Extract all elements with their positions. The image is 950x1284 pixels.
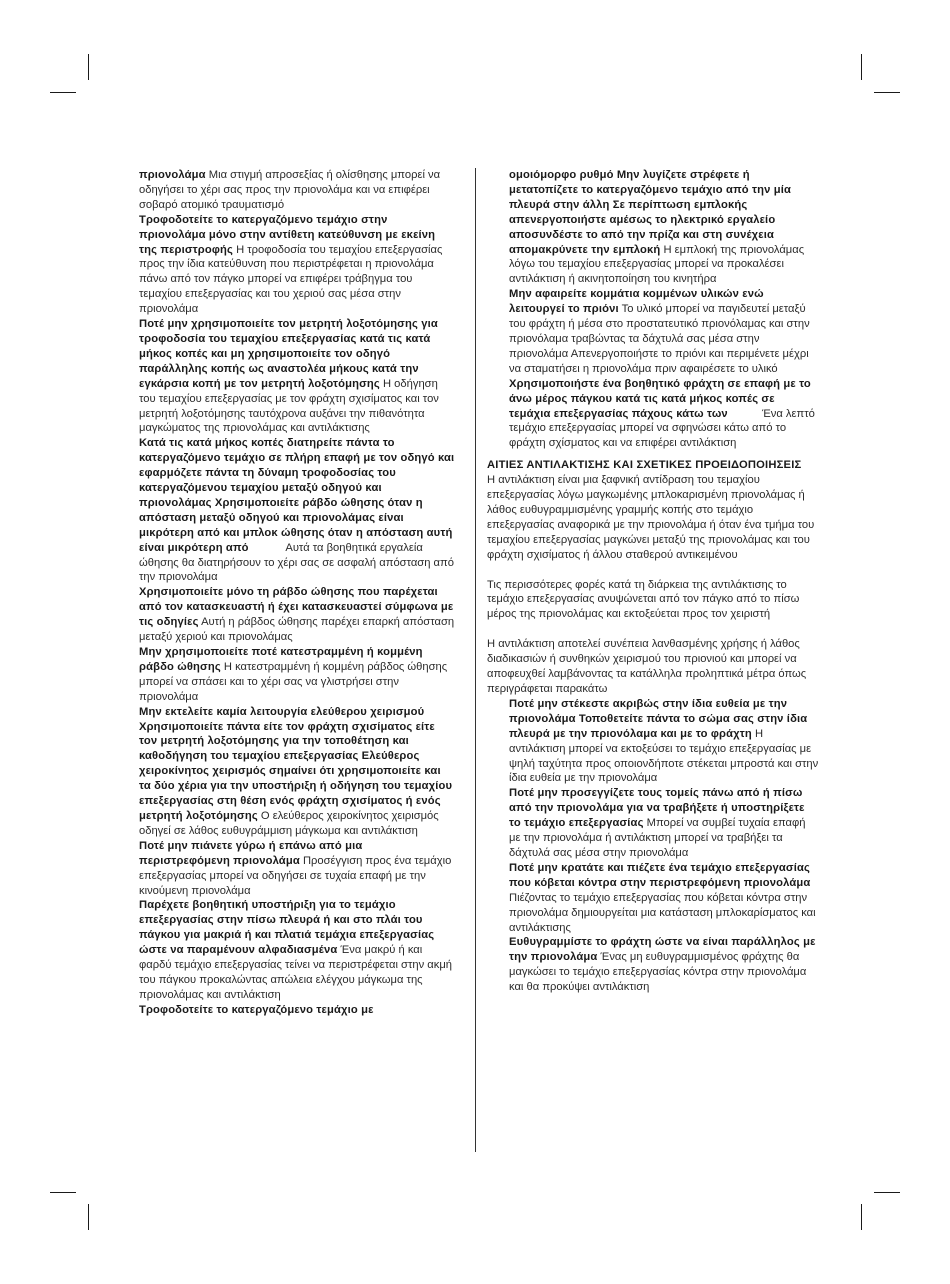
- safety-item-text: Η εμπλοκή της πριονολάμας λόγω του τεμαχίου επεξεργασίας μπορεί να προκαλέσει αντιλάκτιση ή ακινητοποίηση του κινητήρα: [509, 243, 805, 286]
- safety-item: [509, 861, 819, 936]
- safety-item: [509, 935, 819, 995]
- continued-items: [487, 168, 819, 451]
- safety-item: [509, 377, 819, 452]
- safety-item: [139, 436, 458, 585]
- safety-item-title: Ποτέ μην πιάνετε γύρω ή επάνω από μια περιστρεφόμενη πριονολάμα: [139, 839, 363, 867]
- safety-item-title: Τροφοδοτείτε το κατεργαζόμενο τεμάχιο στην πριονολάμα μόνο στην αντίθετη κατεύθυνση με εκείνη της περιστροφής: [139, 213, 436, 256]
- safety-item-title: Ποτέ μην στέκεστε ακριβώς στην ίδια ευθεία με την πριονολάμα Τοποθετείτε πάντα το σώμα σας στην ίδια πλευρά με την πριονόλαμα και με το φράχτη: [509, 697, 808, 740]
- column-divider: [475, 168, 476, 1152]
- safety-item-text: Ο ελεύθερος χειροκίνητος χειρισμός οδηγεί σε λάθος ευθυγράμμιση μάγκωμα και αντιλάκτιση: [139, 809, 439, 837]
- safety-item-text: Αυτά τα βοηθητικά εργαλεία ώθησης θα διατηρήσουν το χέρι σας σε ασφαλή απόσταση από την πριονολάμα: [139, 541, 458, 584]
- spacer: [487, 622, 819, 637]
- safety-item: [139, 317, 455, 436]
- safety-item: [509, 786, 819, 861]
- safety-item-text: Η οδήγηση του τεμαχίου επεξεργασίας με τον φράχτη σχισίματος και τον μετρητή λοξοτόμησης ταυτόχρονα αυξάνει την πιθανότητα μαγκώματος της πριονολάμας και αντιλάκτισης: [139, 377, 439, 435]
- safety-item: [509, 697, 819, 786]
- safety-item-text: Μπορεί να συμβεί τυχαία επαφή με την πριονολάμα ή αντιλάκτιση μπορεί να τραβήξει τα δάχτυλά σας μέσα στην πριονολάμα: [509, 817, 806, 859]
- safety-item-text: Μια στιγμή απροσεξίας ή ολίσθησης μπορεί να οδηγήσει το χέρι σας προς την πριονολάμα και να επιφέρει σοβαρό ατομικό τραυματισμό: [139, 169, 441, 211]
- crop-mark-bottom-right-horizontal: [874, 1192, 900, 1193]
- safety-item: [139, 585, 455, 645]
- safety-item-text: Ένα μακρύ ή και φαρδύ τεμάχιο επεξεργασίας τείνει να περιστρέφεται στην ακμή του πάγκου προκαλώντας απώλεια ελέγχου μάγκωμα της πριονολάμας και αντιλάκτιση: [139, 944, 453, 1001]
- section-heading: ΑΙΤΙΕΣ ΑΝΤΙΛΑΚΤΙΣΗΣ ΚΑΙ ΣΧΕΤΙΚΕΣ ΠΡΟΕΙΔΟΠΟΙΗΣΕΙΣ: [487, 459, 802, 472]
- crop-mark-top-right-vertical: [861, 54, 862, 80]
- safety-item: [139, 645, 455, 705]
- safety-item-text: Προσέγγιση προς ένα τεμάχιο επεξεργασίας μπορεί να οδηγήσει σε τυχαία επαφή με την κινούμενη πριονολάμα: [139, 854, 452, 897]
- safety-item: [509, 168, 819, 287]
- safety-item-title: Χρησιμοποιείτε μόνο τη ράβδο ώθησης που παρέχεται από τον κατασκευαστή ή έχει κατασκευαστεί σύμφωνα με τις οδηγίες: [139, 586, 454, 629]
- safety-item-text: Αυτή η ράβδος ώθησης παρέχει επαρκή απόσταση μεταξύ χεριού και πριονολάμας: [139, 616, 455, 644]
- safety-item-text: Πιέζοντας το τεμάχιο επεξεργασίας που κόβεται κόντρα στην πριονολάμα δημιουργείται μια κατάσταση μπλοκαρίσματος και αντιλάκτισης: [509, 891, 816, 934]
- safety-item-title: Ευθυγραμμίστε το φράχτη ώστε να είναι παράλληλος με την πριονολάμα: [509, 936, 816, 964]
- safety-item-text: Η αντιλάκτιση μπορεί να εκτοξεύσει το τεμάχιο επεξεργασίας με ψηλή ταχύτητα προς οποιονδήποτε στέκεται μπροστά και στην ίδια ευθεία με την πριονολάμα: [509, 727, 819, 785]
- spacer: [487, 563, 819, 578]
- crop-mark-bottom-left-horizontal: [50, 1192, 76, 1193]
- paragraph: Η αντιλάκτιση αποτελεί συνέπεια λανθασμένης χρήσης ή λάθος διαδικασιών ή συνθηκών χειρισμού του πριονιού και μπορεί να αποφευχθεί λαμβάνοντας τα κατάλληλα προληπτικά μέτρα όπως περιγράφεται παρακάτω: [487, 638, 807, 695]
- paragraph: Τις περισσότερες φορές κατά τη διάρκεια της αντιλάκτισης το τεμάχιο επεξεργασίας ανυψώνεται από τον πάγκο από το πίσω μέρος της πριονολάμας και εκτοξεύεται προς τον χειριστή: [487, 578, 800, 621]
- safety-item: [509, 287, 819, 376]
- safety-item-title: Παρέχετε βοηθητική υποστήριξη για το τεμάχιο επεξεργασίας στην πίσω πλευρά ή και στο πλάι του πάγκου για μακριά ή και πλατιά τεμάχια επεξεργασίας ώστε να παραμένουν αλφαδιασμένα: [139, 899, 435, 957]
- safety-item-text: Ένα λεπτό τεμάχιο επεξεργασίας μπορεί να σφηνώσει κάτω από το φράχτη σχίσματος και να επιφέρει αντιλάκτιση: [509, 407, 818, 450]
- safety-item: [139, 839, 455, 899]
- safety-item-title: ομοιόμορφο ρυθμό Μην λυγίζετε στρέφετε ή μετατοπίζετε το κατεργαζόμενο τεμάχιο από την μία πλευρά στην άλλη Σε περίπτωση εμπλοκής απενεργοποιήστε αμέσως το ηλεκτρικό εργαλείο αποσυνδέστε το από την πρίζα και στη συνέχεια απομακρύνετε την εμπλοκή: [509, 169, 792, 256]
- crop-mark-bottom-left-vertical: [88, 1204, 89, 1230]
- safety-item-title: Μην χρησιμοποιείτε ποτέ κατεστραμμένη ή κομμένη ράβδο ώθησης: [139, 646, 423, 673]
- safety-item-text: Η τροφοδοσία του τεμαχίου επεξεργασίας προς την ίδια κατεύθυνση που περιστρέφεται η πριονολάμα πάνω από τον πάγκο μπορεί να επιφέρει τράβηγμα του τεμαχίου επεξεργασίας και του χεριού σας μέσα στην πριονολάμα: [139, 243, 443, 316]
- safety-item-title: Μην εκτελείτε καμία λειτουργία ελεύθερου χειρισμού Χρησιμοποιείτε πάντα είτε τον φράχτη σχισίματος είτε τον μετρητή λοξοτόμησης για την τοποθέτηση και καθοδήγηση του τεμαχίου επεξεργασίας Ελεύθερος χειροκίνητος χειρισμός σημαίνει ότι χρησιμοποιείτε και τα δύο χέρια για την υποστήριξη ή οδήγηση του τεμαχίου επεξεργασίας στη θέση ενός φράχτη σχισίματος ή ενός μετρητή λοξοτόμησης: [139, 705, 453, 822]
- right-column: [487, 168, 819, 995]
- safety-item-text: Το υλικό μπορεί να παγιδευτεί μεταξύ του φράχτη ή μέσα στο προστατευτικό πριονόλαμας και στην πριονόλαμα τραβώντας τα δάχτυλά σας μέσα στην πριονολάμα Απενεργοποιήστε το πριόνι και περιμένετε μέχρι να σταματήσει η πριονολάμα πριν αφαιρέσετε το υλικό: [509, 303, 810, 375]
- crop-mark-top-left-vertical: [88, 54, 89, 80]
- crop-mark-top-right-horizontal: [874, 92, 900, 93]
- safety-item: [139, 213, 455, 317]
- safety-item: [139, 168, 455, 213]
- safety-item-title: Χρησιμοποιήστε ένα βοηθητικό φράχτη σε επαφή με το άνω μέρος πάγκου κατά τις κατά μήκος κοπές σε τεμάχια επεξεργασίας πάχους κάτω των: [509, 377, 815, 420]
- safety-item-title: Μην αφαιρείτε κομμάτια κομμένων υλικών ενώ λειτουργεί το πριόνι: [509, 288, 764, 316]
- paragraph: Η αντιλάκτιση είναι μια ξαφνική αντίδραση του τεμαχίου επεξεργασίας λόγω μαγκωμένης μπλοκαρισμένη πριονολάμας ή λάθος ευθυγραμμισμένης γραμμής κοπής στο τεμάχιο επεξεργασίας αναφορικά με την πριονολάμα ή όταν ένα τμήμα του τεμαχίου επεξεργασίας μαγκώνει μεταξύ της πριονολάμας και του φράχτη σχισίματος ή άλλου σταθερού αντικειμένου: [487, 474, 815, 561]
- safety-item-title: Ποτέ μην κρατάτε και πιέζετε ένα τεμάχιο επεξεργασίας που κόβεται κόντρα στην περιστρεφόμενη πριονολάμα: [509, 861, 811, 889]
- safety-item-text: Ένας μη ευθυγραμμισμένος φράχτης θα μαγκώσει το τεμάχιο επεξεργασίας κόντρα στην πριονολάμα και θα προκύψει αντιλάκτιση: [509, 951, 807, 994]
- safety-item: [139, 1003, 455, 1018]
- safety-item: [139, 705, 455, 839]
- safety-item-title: Ποτέ μην χρησιμοποιείτε τον μετρητή λοξοτόμησης για τροφοδοσία του τεμαχίου επεξεργασίας κατά τις κατά μήκος κοπές και μη χρησιμοποιείτε τον οδηγό παράλληλης κοπής ως αναστολέα μήκους κατά την εγκάρσια κοπή με τον μετρητή λοξοτόμησης: [139, 318, 438, 390]
- safety-item-title: Τροφοδοτείτε το κατεργαζόμενο τεμάχιο με: [139, 1003, 374, 1016]
- safety-item-title: πριονολάμα: [139, 169, 206, 181]
- safety-item-text: Η κατεστραμμένη ή κομμένη ράβδος ώθησης μπορεί να σπάσει και το χέρι σας να γλιστρήσει στην πριονολάμα: [139, 660, 448, 703]
- crop-mark-bottom-right-vertical: [861, 1204, 862, 1230]
- kickback-items: [487, 697, 819, 995]
- left-column: [139, 168, 458, 1018]
- safety-item: [139, 898, 455, 1002]
- safety-item-title: Κατά τις κατά μήκος κοπές διατηρείτε πάντα το κατεργαζόμενο τεμάχιο σε πλήρη επαφή με τον οδηγό και εφαρμόζετε πάντα τη δύναμη τροφοδοσίας του κατεργαζόμενου τεμαχίου μεταξύ οδηγού και πριονολάμας Χρησιμοποιείτε ράβδο ώθησης όταν η απόσταση μεταξύ οδηγού και πριονολάμας είναι μικρότερη από και μπλοκ ώθησης όταν η απόσταση αυτή είναι μικρότερη από: [139, 437, 458, 554]
- safety-item-title: Ποτέ μην προσεγγίζετε τους τομείς πάνω από ή πίσω από την πριονολάμα για να τραβήξετε ή υποστηρίξετε το τεμάχιο επεξεργασίας: [509, 787, 805, 830]
- crop-mark-top-left-horizontal: [50, 92, 76, 93]
